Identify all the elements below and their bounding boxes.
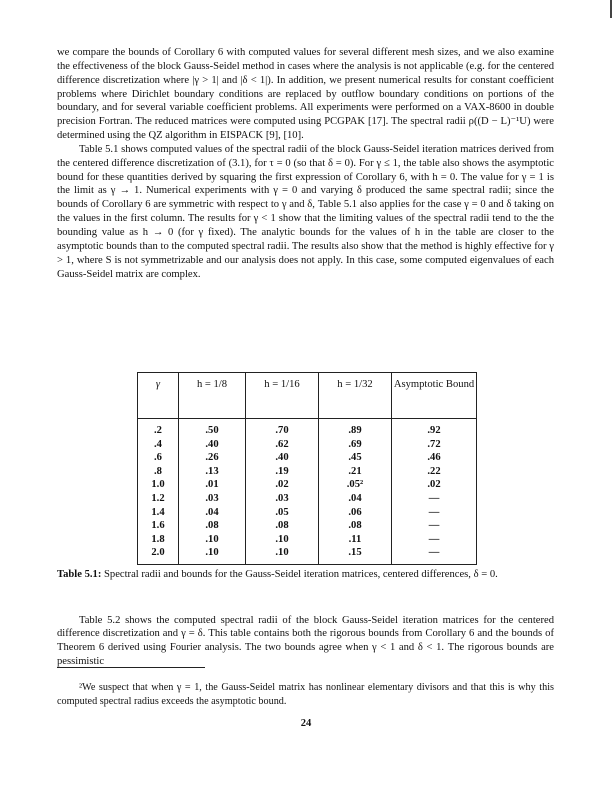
cell: — [392,546,477,564]
cell: .50 [179,419,246,438]
cell-with-footnote: .05² [319,478,392,492]
cell: .69 [319,438,392,452]
cell: .62 [246,438,319,452]
table-row [138,492,477,506]
paragraph-table-5-2: Table 5.2 shows the computed spectral radii of the block Gauss-Seidel iteration matrices for the centered difference discretization and γ = δ. This table contains both the rigorous bounds from Corollary 6 and the bounds of Theorem 6 derived using Fourier analysis. The two bounds agree when γ < 1 and δ < 1. The rigorous bounds are pessimistic [57,614,554,668]
table-5-1 [137,372,477,565]
table-row [138,533,477,547]
cell: .13 [179,465,246,479]
paragraph-table-5-1: Table 5.1 shows computed values of the spectral radii of the block Gauss-Seidel iteration matrices derived from the centered difference discretization of (3.1), for τ = 0 (so that δ = 0). For γ ≤ 1, the table also shows the asymptotic bound for these quantities derived by squaring the first expression of Corollary 6, with h = 0. The value for γ = 1 is the limit as γ → 1. Numerical experiments with γ = 0 and varying δ produced the same spectral radii; since the bounds of Corollary 6 are symmetric with respect to γ and δ, Table 5.1 also applies for the case γ = 0 and δ taking on the values in the first column. The results for γ < 1 show that the limiting values of the spectral radii tend to the the bounding value as h → 0 (for γ fixed). The analytic bounds for the values of h in the table are closer to the asymptotic bounds than to the computed spectral radii. The results also show that the method is highly effective for γ > 1, where S is not symmetrizable and our analysis does not apply. In this case, some computed eigenvalues of each Gauss-Seidel matrix are complex. [57,143,554,280]
cell: .02 [246,478,319,492]
paragraph-intro: we compare the bounds of Corollary 6 with computed values for several different mesh sizes, and we also examine the effectiveness of the block Gauss-Seidel method in cases where the analysis is not applicable (e.g. for the centered difference discretization where |γ > 1| and |δ < 1|). In addition, we present numerical results for constant coefficient problems where Dirichlet boundary conditions are replaced by outflow boundary conditions on portions of the boundary, and for several variable coefficient problems. All experiments were performed on a VAX-8600 in double precision Fortran. The reduced matrices were computed using PCGPAK [17]. The spectral radii ρ((D − L)⁻¹U) were determined using the QZ algorithm in EISPACK [9], [10]. [57,47,554,142]
cell: .21 [319,465,392,479]
header-asymptotic-bound: Asymptotic Bound [392,373,477,419]
cell: .01 [179,478,246,492]
cell: .40 [179,438,246,452]
body-text [57,46,554,281]
cell: .04 [179,506,246,520]
cell: .10 [246,533,319,547]
cell: .4 [138,438,179,452]
cell: .22 [392,465,477,479]
cell: — [392,506,477,520]
page-number: 24 [300,718,312,729]
caption-text: Spectral radii and bounds for the Gauss-Seidel iteration matrices, centered differences, δ = 0. [101,569,498,580]
cell: .19 [246,465,319,479]
table-row [138,519,477,533]
cell: .45 [319,451,392,465]
header-gamma: γ [138,373,179,419]
cell: 1.6 [138,519,179,533]
cell: .06 [319,506,392,520]
cell: — [392,492,477,506]
cell: .92 [392,419,477,438]
footnote-rule [57,667,205,668]
cell: — [392,519,477,533]
header-h-1-8: h = 1/8 [179,373,246,419]
table-row [138,419,477,438]
table-row [138,451,477,465]
cell: .03 [179,492,246,506]
cell: 2.0 [138,546,179,564]
caption-label: Table 5.1: [57,569,102,580]
cell: .2 [138,419,179,438]
table-header-row [138,373,477,419]
cell: .15 [319,546,392,564]
header-h-1-16: h = 1/16 [246,373,319,419]
table-caption [57,568,554,582]
table-row [138,506,477,520]
cell: .05 [246,506,319,520]
cell: 1.2 [138,492,179,506]
table-row [138,465,477,479]
cell: 1.4 [138,506,179,520]
cell: .26 [179,451,246,465]
table-row [138,478,477,492]
cell: .10 [179,533,246,547]
footnote: ²We suspect that when γ = 1, the Gauss-Seidel matrix has nonlinear elementary divisors and that this is why this computed spectral radius exceeds the asymptotic bound. [57,682,554,707]
cell: 1.0 [138,478,179,492]
cell: .03 [246,492,319,506]
header-h-1-32: h = 1/32 [319,373,392,419]
cell: 1.8 [138,533,179,547]
cell: .11 [319,533,392,547]
cell: .08 [179,519,246,533]
table-row [138,438,477,452]
cell: — [392,533,477,547]
cell: .70 [246,419,319,438]
cell: .02 [392,478,477,492]
cell: .10 [179,546,246,564]
cell: .6 [138,451,179,465]
cell: .8 [138,465,179,479]
table-row [138,546,477,564]
cell: .40 [246,451,319,465]
cell: .08 [246,519,319,533]
cell: .04 [319,492,392,506]
cell: .10 [246,546,319,564]
cell: .08 [319,519,392,533]
cell: .72 [392,438,477,452]
cell: .46 [392,451,477,465]
cell: .89 [319,419,392,438]
